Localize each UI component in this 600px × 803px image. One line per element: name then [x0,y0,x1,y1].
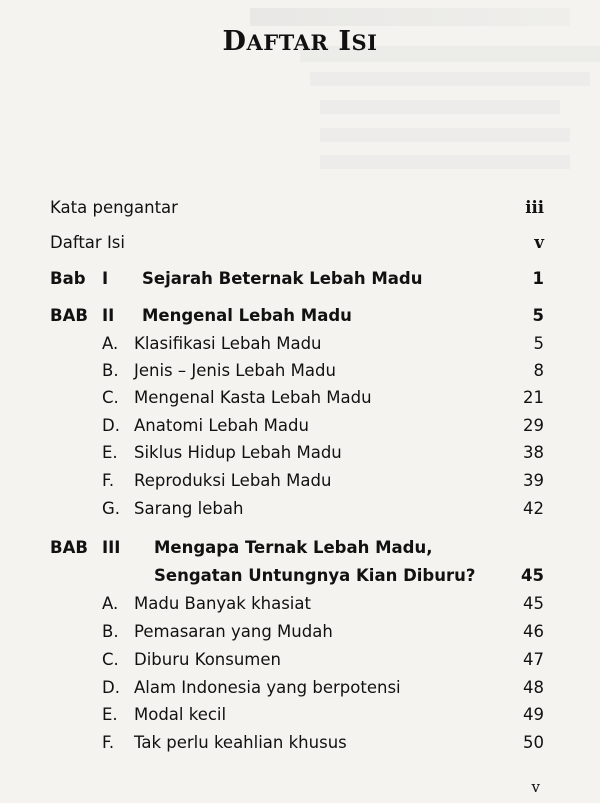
bleed-through-decoration [320,155,570,169]
toc-subentry: A. Madu Banyak khasiat 45 [102,594,544,613]
toc-subentry: G. Sarang lebah 42 [102,499,544,518]
page-title: DAFTAR ISI [222,26,378,57]
bleed-through-decoration [250,8,570,26]
toc-entry-daftar-isi: Daftar Isi v [50,233,544,252]
toc-subentry: B. Jenis – Jenis Lebah Madu 8 [102,361,544,380]
toc-subentry: A. Klasifikasi Lebah Madu 5 [102,334,544,353]
toc-subentry: E. Siklus Hidup Lebah Madu 38 [102,443,544,462]
toc-chapter-3: BAB III Mengapa Ternak Lebah Madu, [50,538,433,557]
toc-subentry: D. Anatomi Lebah Madu 29 [102,416,544,435]
toc-subentry: C. Diburu Konsumen 47 [102,650,544,669]
toc-subentry: B. Pemasaran yang Mudah 46 [102,622,544,641]
bleed-through-decoration [310,72,590,86]
toc-subentry: F. Tak perlu keahlian khusus 50 [102,733,544,752]
bleed-through-decoration [320,128,570,142]
toc-subentry: F. Reproduksi Lebah Madu 39 [102,471,544,490]
toc-chapter-3-line2: Sengatan Untungnya Kian Diburu? 45 [154,566,544,585]
toc-chapter-1: Bab I Sejarah Beternak Lebah Madu 1 [50,269,544,288]
page-number: v [531,778,540,796]
bleed-through-decoration [320,100,560,114]
toc-subentry: C. Mengenal Kasta Lebah Madu 21 [102,388,544,407]
toc-chapter-2: BAB II Mengenal Lebah Madu 5 [50,306,544,325]
toc-subentry: D. Alam Indonesia yang berpotensi 48 [102,678,544,697]
toc-subentry: E. Modal kecil 49 [102,705,544,724]
toc-entry-kata-pengantar: Kata pengantar iii [50,198,544,217]
